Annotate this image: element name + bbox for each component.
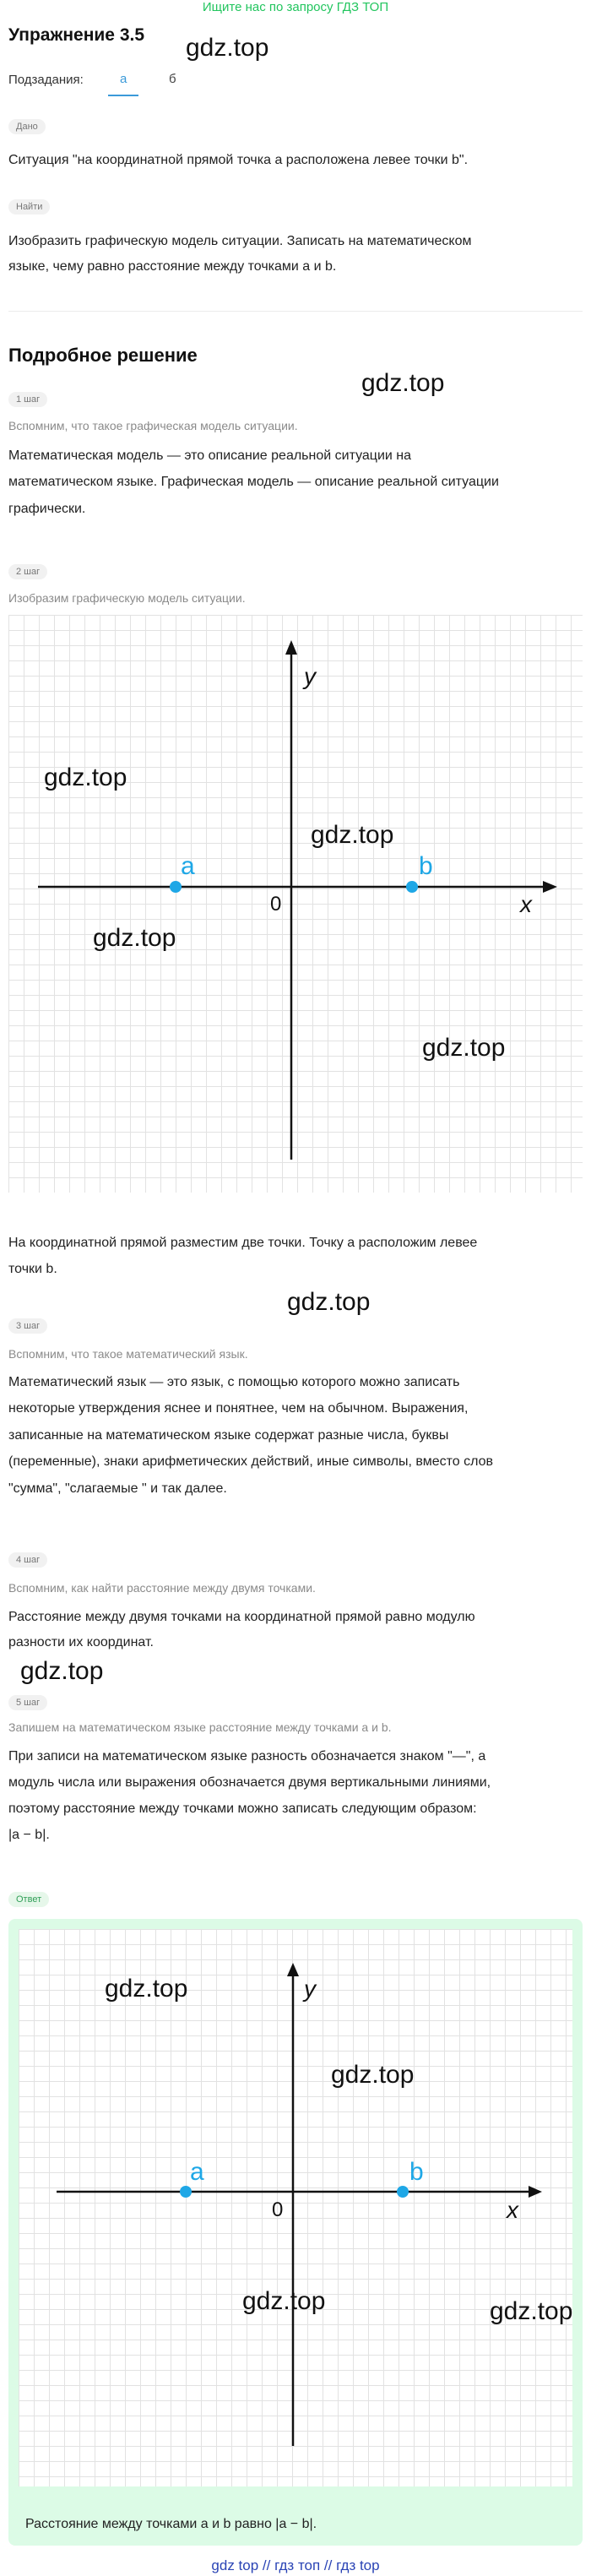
step-badge: 2 шаг (8, 564, 47, 579)
step-badge: 1 шаг (8, 392, 47, 407)
watermark: gdz.top (490, 2297, 573, 2325)
step-text-line: точки b. (8, 1262, 57, 1276)
step-text-line: Расстояние между двумя точками на координатной прямой равно модулю (8, 1610, 475, 1624)
subtasks-label: Подзадания: (8, 73, 84, 87)
step-hint: Изобразим графическую модель ситуации. (8, 591, 246, 605)
watermark: gdz.top (105, 1975, 188, 2003)
given-text: Ситуация "на координатной прямой точка a расположена левее точки b". (8, 153, 469, 167)
page-title: Упражнение 3.5 (8, 25, 145, 45)
answer-badge: Ответ (8, 1892, 49, 1907)
point-b (397, 2186, 409, 2198)
watermark: gdz.top (361, 369, 445, 397)
top-banner[interactable]: Ищите нас по запросу ГДЗ ТОП (202, 0, 389, 14)
watermark: gdz.top (287, 1288, 371, 1316)
origin-label: 0 (272, 2198, 284, 2221)
point-a (180, 2186, 192, 2198)
x-axis-arrow (529, 2186, 542, 2198)
coordinate-graph (8, 615, 583, 1193)
find-line: Изобразить графическую модель ситуации. Записать на математическом (8, 234, 472, 248)
watermark: gdz.top (242, 2287, 326, 2315)
x-axis-label: x (520, 891, 532, 917)
tab-b[interactable]: б (169, 72, 176, 86)
step-text-line: разности их координат. (8, 1635, 154, 1649)
divider (8, 311, 583, 312)
step-text-line: (переменные), знаки арифметических действий, иные символы, вместо слов (8, 1454, 494, 1469)
point-a (170, 881, 182, 893)
origin-label: 0 (270, 893, 282, 916)
step-text-line: При записи на математическом языке разность обозначается знаком "—", а (8, 1749, 486, 1764)
find-badge: Найти (8, 199, 50, 215)
step-text-line: поэтому расстояние между точками можно записать следующим образом: (8, 1802, 477, 1816)
tab-a[interactable]: а (108, 70, 138, 96)
step-text-line: графически. (8, 502, 86, 516)
step-text-line: "сумма", "слагаемые " и так далее. (8, 1481, 227, 1496)
step-hint: Вспомним, что такое графическая модель ситуации. (8, 419, 298, 432)
step-text-line: Математический язык — это язык, с помощью которого можно записать (8, 1375, 460, 1389)
step-text-line: математическом языке. Графическая модель — описание реальной ситуации (8, 475, 499, 489)
watermark: gdz.top (44, 764, 127, 791)
point-b (406, 881, 418, 893)
step-hint: Вспомним, что такое математический язык. (8, 1347, 248, 1361)
point-a-label: a (181, 852, 195, 880)
step-hint: Запишем на математическом языке расстояние между точками a и b. (8, 1720, 392, 1734)
step-badge: 5 шаг (8, 1695, 47, 1710)
step-text-line: Математическая модель — это описание реальной ситуации на (8, 448, 412, 463)
answer-text: Расстояние между точками a и b равно |a − b|. (25, 2517, 317, 2531)
step-text-line: На координатной прямой разместим две точки. Точку a расположим левее (8, 1236, 478, 1250)
point-b-label: b (409, 2158, 424, 2186)
watermark: gdz.top (20, 1657, 104, 1685)
y-axis-label: y (304, 1975, 316, 2002)
answer-graph-svg (19, 1929, 572, 2486)
watermark: gdz.top (93, 924, 176, 952)
step-text-line: записанные на математическом языке содержат разные числа, буквы (8, 1428, 449, 1443)
watermark: gdz.top (186, 34, 269, 62)
x-axis-label: x (507, 2197, 518, 2223)
step-text-line: модуль числа или выражения обозначается двумя вертикальными линиями, (8, 1775, 491, 1790)
footer-links[interactable]: gdz top // гдз топ // гдз top (211, 2557, 380, 2573)
step-badge: 3 шаг (8, 1318, 47, 1334)
step-badge: 4 шаг (8, 1552, 47, 1568)
graph-svg (8, 615, 583, 1193)
given-badge: Дано (8, 119, 46, 134)
step-text-line: |a − b|. (8, 1828, 50, 1842)
solution-title: Подробное решение (8, 345, 198, 366)
x-axis-arrow (543, 881, 557, 893)
point-a-label: a (190, 2158, 204, 2186)
step-text-line: некоторые утверждения яснее и понятнее, чем на обычном. Выражения, (8, 1401, 469, 1416)
find-line: языке, чему равно расстояние между точками a и b. (8, 259, 337, 274)
watermark: gdz.top (331, 2061, 415, 2089)
y-axis-arrow (287, 1963, 299, 1976)
watermark: gdz.top (422, 1034, 506, 1062)
y-axis-arrow (285, 640, 297, 655)
watermark: gdz.top (311, 821, 394, 849)
y-axis-label: y (304, 663, 316, 689)
answer-graph (19, 1929, 572, 2486)
step-hint: Вспомним, как найти расстояние между двумя точками. (8, 1581, 316, 1595)
point-b-label: b (419, 852, 433, 880)
